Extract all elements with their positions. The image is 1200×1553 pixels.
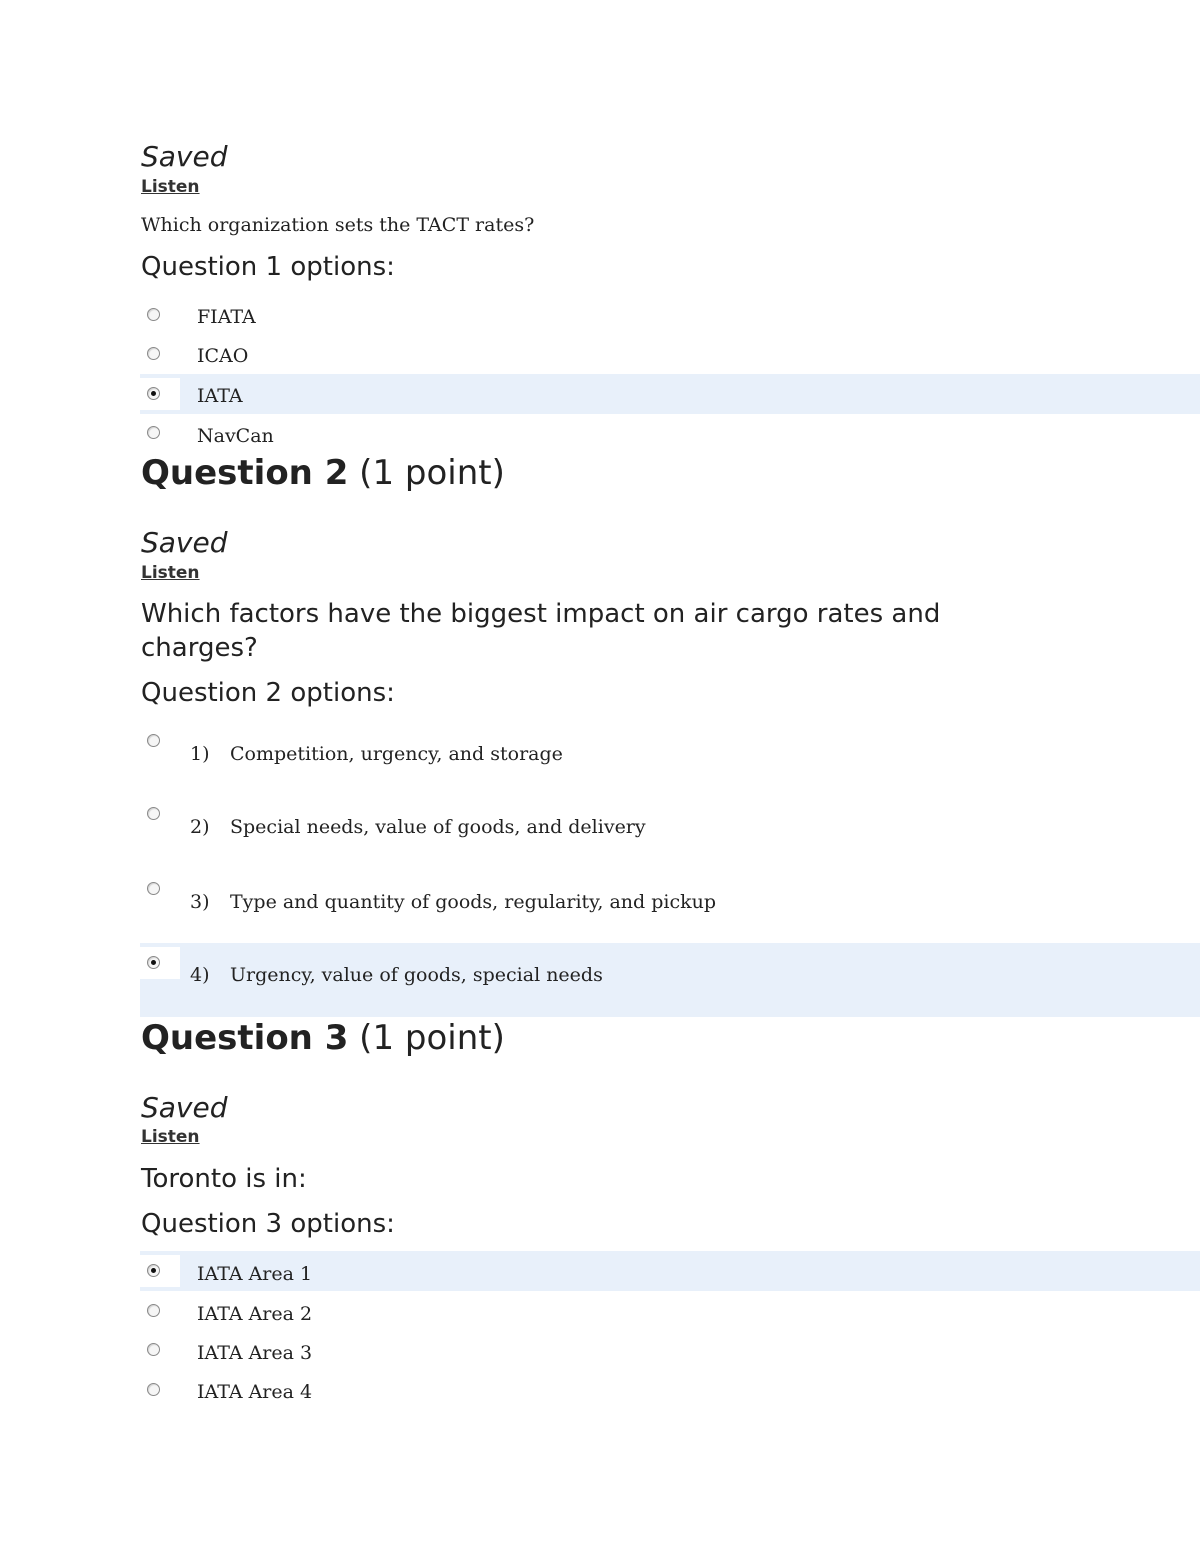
saved-status: Saved xyxy=(141,140,228,173)
option-row-selected[interactable] xyxy=(140,374,1200,414)
radio-backdrop xyxy=(140,378,180,410)
option-label: IATA Area 4 xyxy=(197,1381,313,1403)
option-label: IATA Area 3 xyxy=(197,1342,313,1364)
saved-status: Saved xyxy=(141,1091,228,1124)
listen-link[interactable]: Listen xyxy=(141,177,200,197)
radio-unselected-icon[interactable] xyxy=(147,1343,160,1356)
options-label: Question 1 options: xyxy=(141,252,395,282)
option-label: Competition, urgency, and storage xyxy=(230,743,563,765)
listen-link[interactable]: Listen xyxy=(141,1127,200,1147)
saved-status: Saved xyxy=(141,526,228,559)
option-label: ICAO xyxy=(197,345,249,367)
radio-unselected-icon[interactable] xyxy=(147,308,160,321)
options-label: Question 2 options: xyxy=(141,678,395,708)
option-number: 1) xyxy=(190,743,210,765)
options-label: Question 3 options: xyxy=(141,1209,395,1239)
radio-selected-icon[interactable] xyxy=(147,387,160,400)
radio-unselected-icon[interactable] xyxy=(147,807,160,820)
option-label: IATA Area 2 xyxy=(197,1303,313,1325)
question-prompt: Toronto is in: xyxy=(141,1164,307,1194)
radio-unselected-icon[interactable] xyxy=(147,1304,160,1317)
question-points: (1 point) xyxy=(348,453,505,493)
radio-dot xyxy=(151,960,156,965)
option-label: IATA xyxy=(197,385,243,407)
radio-unselected-icon[interactable] xyxy=(147,734,160,747)
radio-unselected-icon[interactable] xyxy=(147,882,160,895)
radio-dot xyxy=(151,1268,156,1273)
question-title xyxy=(141,1017,505,1059)
radio-backdrop xyxy=(140,947,180,979)
option-label: Type and quantity of goods, regularity, and pickup xyxy=(230,891,717,913)
question-prompt: Which organization sets the TACT rates? xyxy=(141,214,535,236)
radio-selected-icon[interactable] xyxy=(147,1264,160,1277)
question-prompt: Which factors have the biggest impact on air cargo rates and charges? xyxy=(141,599,941,663)
radio-unselected-icon[interactable] xyxy=(147,347,160,360)
question-points: (1 point) xyxy=(348,1018,505,1058)
question-title xyxy=(141,452,505,494)
radio-dot xyxy=(151,391,156,396)
listen-link[interactable]: Listen xyxy=(141,563,200,583)
question-number: Question 3 xyxy=(141,1018,349,1058)
option-number: 4) xyxy=(190,964,210,986)
option-number: 3) xyxy=(190,891,210,913)
option-label: Urgency, value of goods, special needs xyxy=(230,964,603,986)
option-label: FIATA xyxy=(197,306,256,328)
radio-selected-icon[interactable] xyxy=(147,956,160,969)
question-number: Question 2 xyxy=(141,453,349,493)
option-number: 2) xyxy=(190,816,210,838)
option-label: IATA Area 1 xyxy=(197,1263,313,1285)
radio-backdrop xyxy=(140,1255,180,1287)
option-label: NavCan xyxy=(197,425,274,447)
option-label: Special needs, value of goods, and delivery xyxy=(230,816,646,838)
radio-unselected-icon[interactable] xyxy=(147,426,160,439)
radio-unselected-icon[interactable] xyxy=(147,1383,160,1396)
